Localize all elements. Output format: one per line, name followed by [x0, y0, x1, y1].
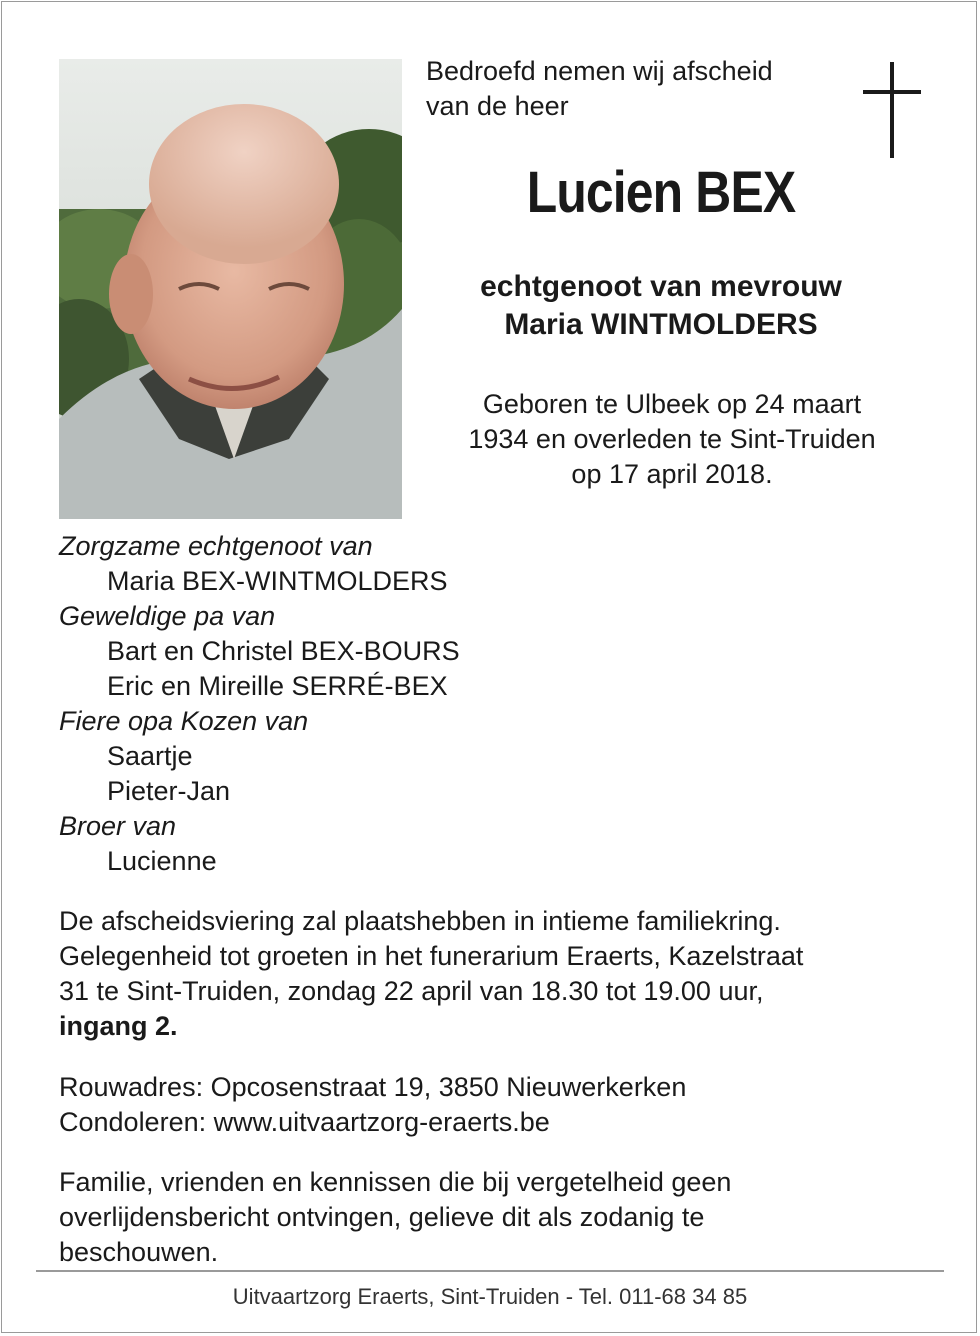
condolence-link[interactable]: Condoleren: www.uitvaartzorg-eraerts.be	[59, 1107, 550, 1137]
footer-divider	[36, 1270, 944, 1272]
deceased-name: Lucien BEX	[526, 160, 796, 225]
family-member: Bart en Christel BEX-BOURS	[107, 636, 460, 666]
ceremony-line: Gelegenheid tot groeten in het funerarium Eraerts, Kazelstraat	[59, 941, 804, 971]
notice-line: Familie, vrienden en kennissen die bij vergetelheid geen	[59, 1167, 732, 1197]
funeral-home-footer: Uitvaartzorg Eraerts, Sint-Truiden - Tel. 011-68 34 85	[232, 1284, 748, 1309]
spouse-text	[426, 268, 896, 344]
intro-line: Bedroefd nemen wij afscheid	[426, 56, 773, 86]
spouse-line: echtgenoot van mevrouw	[480, 270, 842, 303]
ceremony-line: 31 te Sint-Truiden, zondag 22 april van 18.30 tot 19.00 uur,	[59, 976, 764, 1006]
relation-label: Zorgzame echtgenoot van	[59, 531, 373, 561]
family-member: Saartje	[107, 741, 193, 771]
family-member: Maria BEX-WINTMOLDERS	[107, 566, 448, 596]
notice-line: overlijdensbericht ontvingen, gelieve dit als zodanig te	[59, 1202, 705, 1232]
ceremony-line: De afscheidsviering zal plaatshebben in intieme familiekring.	[59, 906, 781, 936]
portrait-photo	[59, 59, 402, 519]
mourning-address: Rouwadres: Opcosenstraat 19, 3850 Nieuwerkerken	[59, 1072, 687, 1102]
notice-paragraph	[59, 1165, 929, 1270]
relation-label: Broer van	[59, 811, 177, 841]
family-member: Lucienne	[107, 846, 217, 876]
family-list	[59, 529, 659, 879]
intro-text	[426, 54, 856, 124]
contact-paragraph	[59, 1070, 929, 1140]
notice-line: beschouwen.	[59, 1237, 219, 1267]
birth-line: Geboren te Ulbeek op 24 maart	[482, 389, 862, 419]
birth-line: op 17 april 2018.	[571, 459, 773, 489]
relation-label: Fiere opa Kozen van	[59, 706, 309, 736]
birth-death-text	[426, 387, 918, 492]
birth-line: 1934 en overleden te Sint-Truiden	[468, 424, 876, 454]
intro-line: van de heer	[426, 91, 569, 121]
ceremony-paragraph	[59, 904, 929, 1044]
cross-icon	[863, 62, 921, 158]
spouse-line: Maria WINTMOLDERS	[504, 308, 818, 341]
family-member: Pieter-Jan	[107, 776, 231, 806]
relation-label: Geweldige pa van	[59, 601, 276, 631]
entrance-note: ingang 2.	[59, 1011, 178, 1041]
family-member: Eric en Mireille SERRÉ-BEX	[107, 671, 448, 701]
